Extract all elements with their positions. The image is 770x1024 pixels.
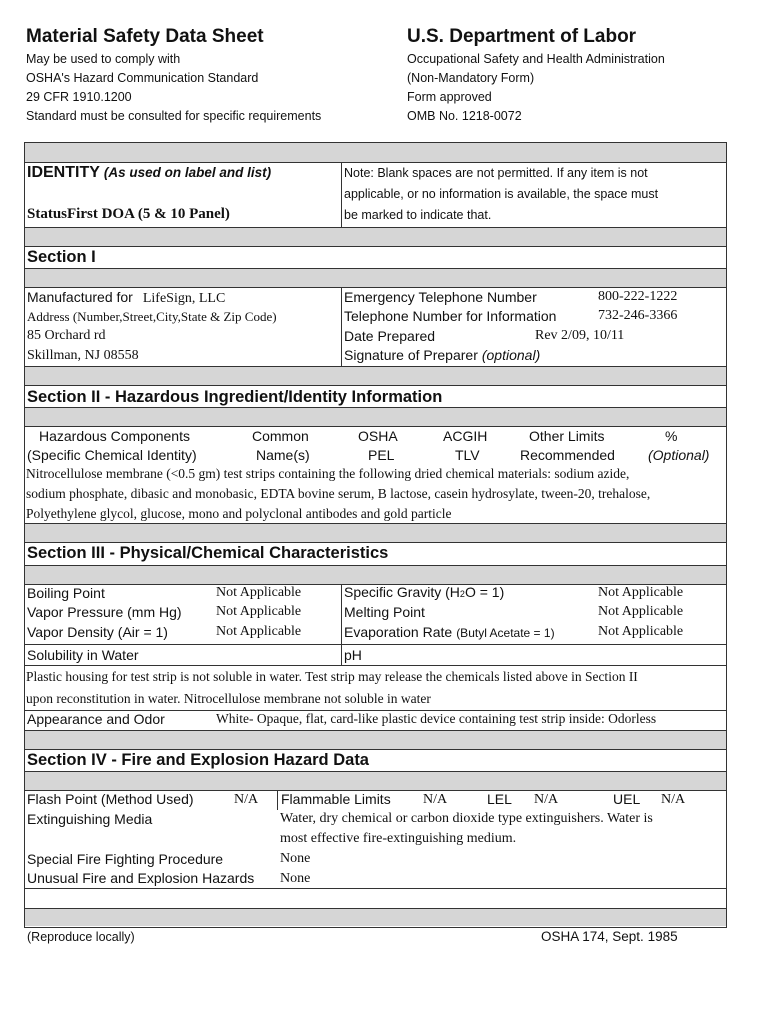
manufacturer-label: Manufactured for bbox=[27, 289, 133, 305]
header-right-line: (Non-Mandatory Form) bbox=[407, 71, 535, 85]
unusual-hazards-value: None bbox=[280, 871, 311, 886]
ingredients-text-line: Polyethylene glycol, glucose, mono and polyclonal antibodes and gold particle bbox=[26, 506, 452, 521]
date-prepared-value: Rev 2/09, 10/11 bbox=[535, 328, 625, 343]
ingredients-text-line: sodium phosphate, dibasic and monobasic, EDTA bovine serum, B lactose, casein hydrosylate, tween-20, trehalose, bbox=[26, 486, 651, 501]
section-3-title: Section III - Physical/Chemical Characteristics bbox=[27, 544, 389, 562]
header-left-line: Standard must be consulted for specific requirements bbox=[26, 109, 322, 123]
solubility-label: Solubility in Water bbox=[27, 647, 139, 663]
vapor-pressure-value: Not Applicable bbox=[216, 604, 302, 619]
extinguishing-media-line: Water, dry chemical or carbon dioxide type extinguishers. Water is bbox=[280, 811, 653, 826]
form-title: Material Safety Data Sheet bbox=[26, 26, 264, 47]
product-name: StatusFirst DOA (5 & 10 Panel) bbox=[27, 206, 230, 222]
melting-point-value: Not Applicable bbox=[598, 604, 684, 619]
vapor-pressure-label: Vapor Pressure (mm Hg) bbox=[27, 604, 182, 620]
uel-value: N/A bbox=[661, 792, 686, 807]
evaporation-rate-value: Not Applicable bbox=[598, 624, 684, 639]
manufacturer-row bbox=[27, 289, 225, 307]
specific-gravity-value: Not Applicable bbox=[598, 585, 684, 600]
evaporation-rate-label: Evaporation Rate bbox=[344, 624, 453, 640]
section-4-title: Section IV - Fire and Explosion Hazard Data bbox=[27, 751, 369, 769]
info-phone-value: 732-246-3366 bbox=[598, 308, 678, 323]
header-left-line: 29 CFR 1910.1200 bbox=[26, 90, 132, 104]
extinguishing-media-label: Extinguishing Media bbox=[27, 811, 153, 827]
uel-label: UEL bbox=[613, 791, 641, 807]
flash-point-value: N/A bbox=[234, 792, 259, 807]
signature-row bbox=[344, 347, 540, 365]
header-left-line: OSHA's Hazard Communication Standard bbox=[26, 71, 259, 85]
ph-label: pH bbox=[344, 647, 362, 663]
flash-point-label: Flash Point (Method Used) bbox=[27, 791, 194, 807]
evaporation-rate-sub: (Butyl Acetate = 1) bbox=[456, 626, 555, 640]
evaporation-rate-row bbox=[344, 624, 555, 642]
col-percent: % bbox=[665, 428, 678, 444]
special-procedure-value: None bbox=[280, 851, 311, 866]
signature-optional: (optional) bbox=[481, 347, 541, 363]
col-pel: PEL bbox=[368, 447, 395, 463]
section-1-title: Section I bbox=[27, 248, 96, 266]
lel-value: N/A bbox=[534, 792, 559, 807]
department-title: U.S. Department of Labor bbox=[407, 26, 637, 47]
address-label: Address (Number,Street,City,State & Zip Code) bbox=[27, 309, 277, 324]
unusual-hazards-label: Unusual Fire and Explosion Hazards bbox=[27, 870, 255, 886]
flammable-limits-label: Flammable Limits bbox=[281, 791, 391, 807]
date-prepared-label: Date Prepared bbox=[344, 328, 436, 344]
signature-label: Signature of Preparer bbox=[344, 347, 478, 363]
address-line: 85 Orchard rd bbox=[27, 328, 106, 343]
col-hazardous-components: Hazardous Components bbox=[39, 428, 190, 444]
header-right-line: OMB No. 1218-0072 bbox=[407, 109, 522, 123]
boiling-point-label: Boiling Point bbox=[27, 585, 105, 601]
identity-label-note: (As used on label and list) bbox=[103, 165, 272, 180]
flammable-limits-value: N/A bbox=[423, 792, 448, 807]
melting-point-label: Melting Point bbox=[344, 604, 425, 620]
boiling-point-value: Not Applicable bbox=[216, 585, 302, 600]
col-optional: (Optional) bbox=[648, 447, 710, 463]
col-names: Name(s) bbox=[256, 447, 310, 463]
footer-reproduce: (Reproduce locally) bbox=[27, 930, 135, 944]
col-osha: OSHA bbox=[358, 428, 398, 444]
appearance-label: Appearance and Odor bbox=[27, 711, 165, 727]
identity-heading bbox=[27, 164, 271, 182]
col-tlv: TLV bbox=[455, 447, 480, 463]
solubility-text-line: Plastic housing for test strip is not soluble in water. Test strip may release the chemicals listed above in Section II bbox=[26, 669, 638, 684]
col-acgih: ACGIH bbox=[443, 428, 488, 444]
col-recommended: Recommended bbox=[520, 447, 615, 463]
col-other-limits: Other Limits bbox=[529, 428, 605, 444]
vapor-density-value: Not Applicable bbox=[216, 624, 302, 639]
identity-note-line: Note: Blank spaces are not permitted. If any item is not bbox=[344, 166, 648, 180]
special-procedure-label: Special Fire Fighting Procedure bbox=[27, 851, 224, 867]
identity-label: IDENTITY bbox=[27, 164, 100, 181]
emergency-phone-value: 800-222-1222 bbox=[598, 289, 678, 304]
address-line: Skillman, NJ 08558 bbox=[27, 348, 139, 363]
header-right-line: Form approved bbox=[407, 90, 492, 104]
emergency-phone-label: Emergency Telephone Number bbox=[344, 289, 537, 305]
info-phone-label: Telephone Number for Information bbox=[344, 308, 557, 324]
identity-note-line: applicable, or no information is available, the space must bbox=[344, 187, 659, 201]
extinguishing-media-line: most effective fire-extinguishing medium. bbox=[280, 831, 517, 846]
specific-gravity-label: Specific Gravity (H2O = 1) bbox=[344, 584, 505, 600]
solubility-text-line: upon reconstitution in water. Nitrocellulose membrane not soluble in water bbox=[26, 691, 431, 706]
header-right-line: Occupational Safety and Health Administration bbox=[407, 52, 665, 66]
col-common: Common bbox=[252, 428, 309, 444]
footer-form-number: OSHA 174, Sept. 1985 bbox=[541, 929, 678, 944]
manufacturer-value: LifeSign, LLC bbox=[142, 291, 226, 306]
lel-label: LEL bbox=[487, 791, 512, 807]
vapor-density-label: Vapor Density (Air = 1) bbox=[27, 624, 168, 640]
ingredients-text-line: Nitrocellulose membrane (<0.5 gm) test strips containing the following dried chemical materials: sodium azide, bbox=[26, 466, 630, 481]
identity-note-line: be marked to indicate that. bbox=[344, 208, 492, 222]
appearance-value: White- Opaque, flat, card-like plastic device containing test strip inside: Odorless bbox=[216, 711, 657, 726]
section-2-title: Section II - Hazardous Ingredient/Identity Information bbox=[27, 388, 443, 406]
col-specific-chemical: (Specific Chemical Identity) bbox=[27, 447, 197, 463]
header-left-line: May be used to comply with bbox=[26, 52, 181, 66]
